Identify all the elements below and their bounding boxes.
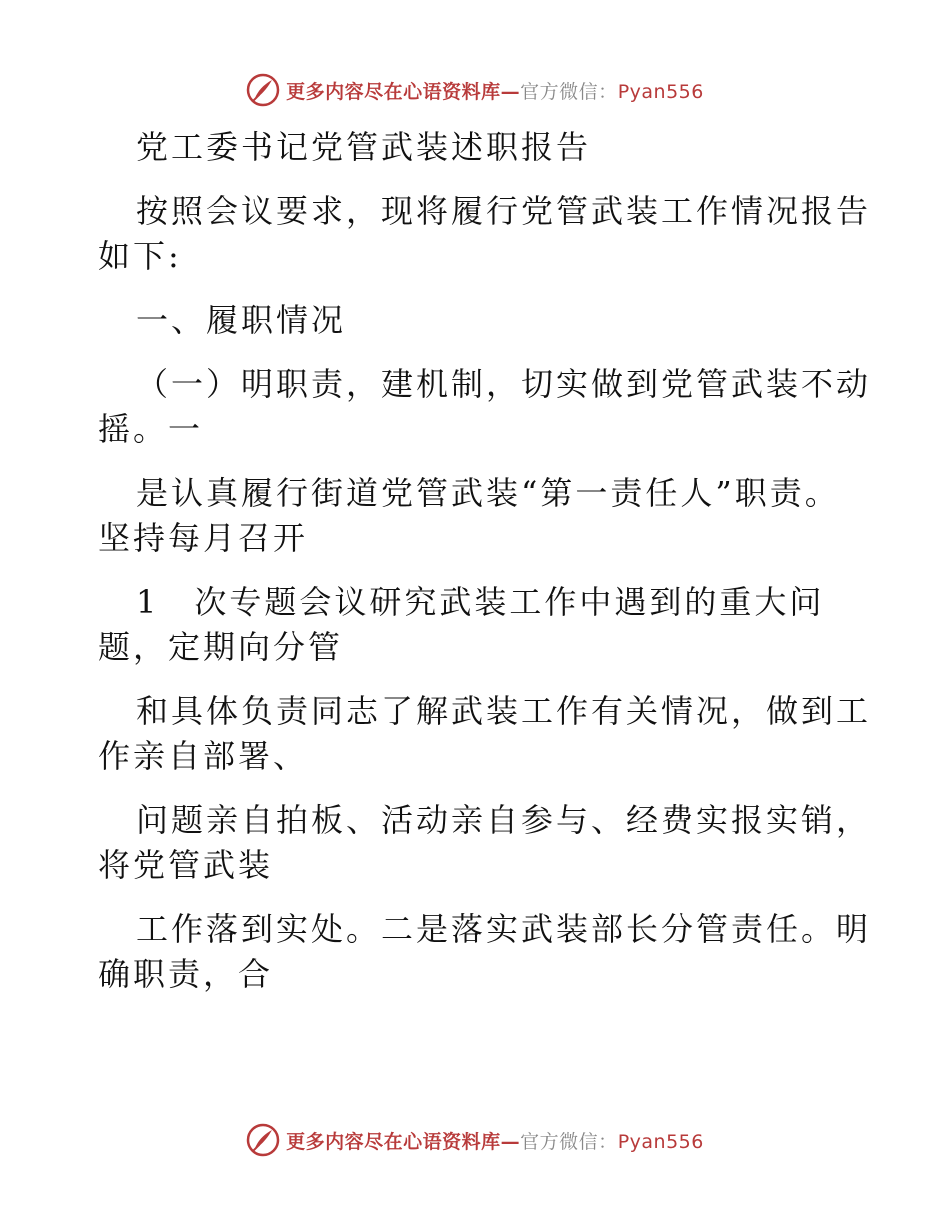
paragraph-line: 将党管武装: [98, 846, 274, 884]
watermark-dash: —: [500, 80, 521, 103]
paragraph-line: 问题亲自拍板、活动亲自参与、经费实报实销，: [136, 801, 872, 839]
watermark-text: [286, 1127, 704, 1154]
paragraph-line: 摇。一: [98, 410, 204, 448]
quill-pen-logo-icon: [246, 73, 280, 107]
subsection-heading: （一）明职责，建机制，切实做到党管武装不动: [136, 365, 872, 403]
watermark-wechat-id: Pyan556: [617, 1130, 704, 1153]
paragraph-line: 1 次专题会议研究武装工作中遇到的重大问: [136, 583, 825, 621]
watermark-brand: 更多内容尽在心语资料库: [286, 1130, 501, 1153]
document-body: [98, 125, 872, 997]
paragraph-line: 确职责，合: [98, 955, 274, 993]
watermark-brand: 更多内容尽在心语资料库: [286, 80, 501, 103]
paragraph-line: 作亲自部署、: [98, 737, 309, 775]
paragraph-line: 题，定期向分管: [98, 628, 344, 666]
watermark-wechat-id: Pyan556: [617, 80, 704, 103]
paragraph-line: 按照会议要求，现将履行党管武装工作情况报告: [136, 192, 872, 230]
footer-watermark: [0, 1120, 950, 1160]
watermark-label: 官方微信：: [520, 1130, 618, 1153]
quill-pen-logo-icon: [246, 1123, 280, 1157]
paragraph-line: 工作落到实处。二是落实武装部长分管责任。明: [136, 910, 872, 948]
section-heading: 一、履职情况: [136, 301, 347, 339]
paragraph-line: 和具体负责同志了解武装工作有关情况，做到工: [136, 692, 872, 730]
document-title: 党工委书记党管武装述职报告: [136, 128, 592, 166]
paragraph-line: 如下:: [98, 237, 182, 275]
header-watermark: [0, 70, 950, 110]
paragraph-line: 坚持每月召开: [98, 519, 309, 557]
watermark-label: 官方微信：: [520, 80, 618, 103]
watermark-text: [286, 77, 704, 104]
watermark-dash: —: [500, 1130, 521, 1153]
paragraph-line: 是认真履行街道党管武装“第一责任人”职责。: [136, 474, 840, 512]
